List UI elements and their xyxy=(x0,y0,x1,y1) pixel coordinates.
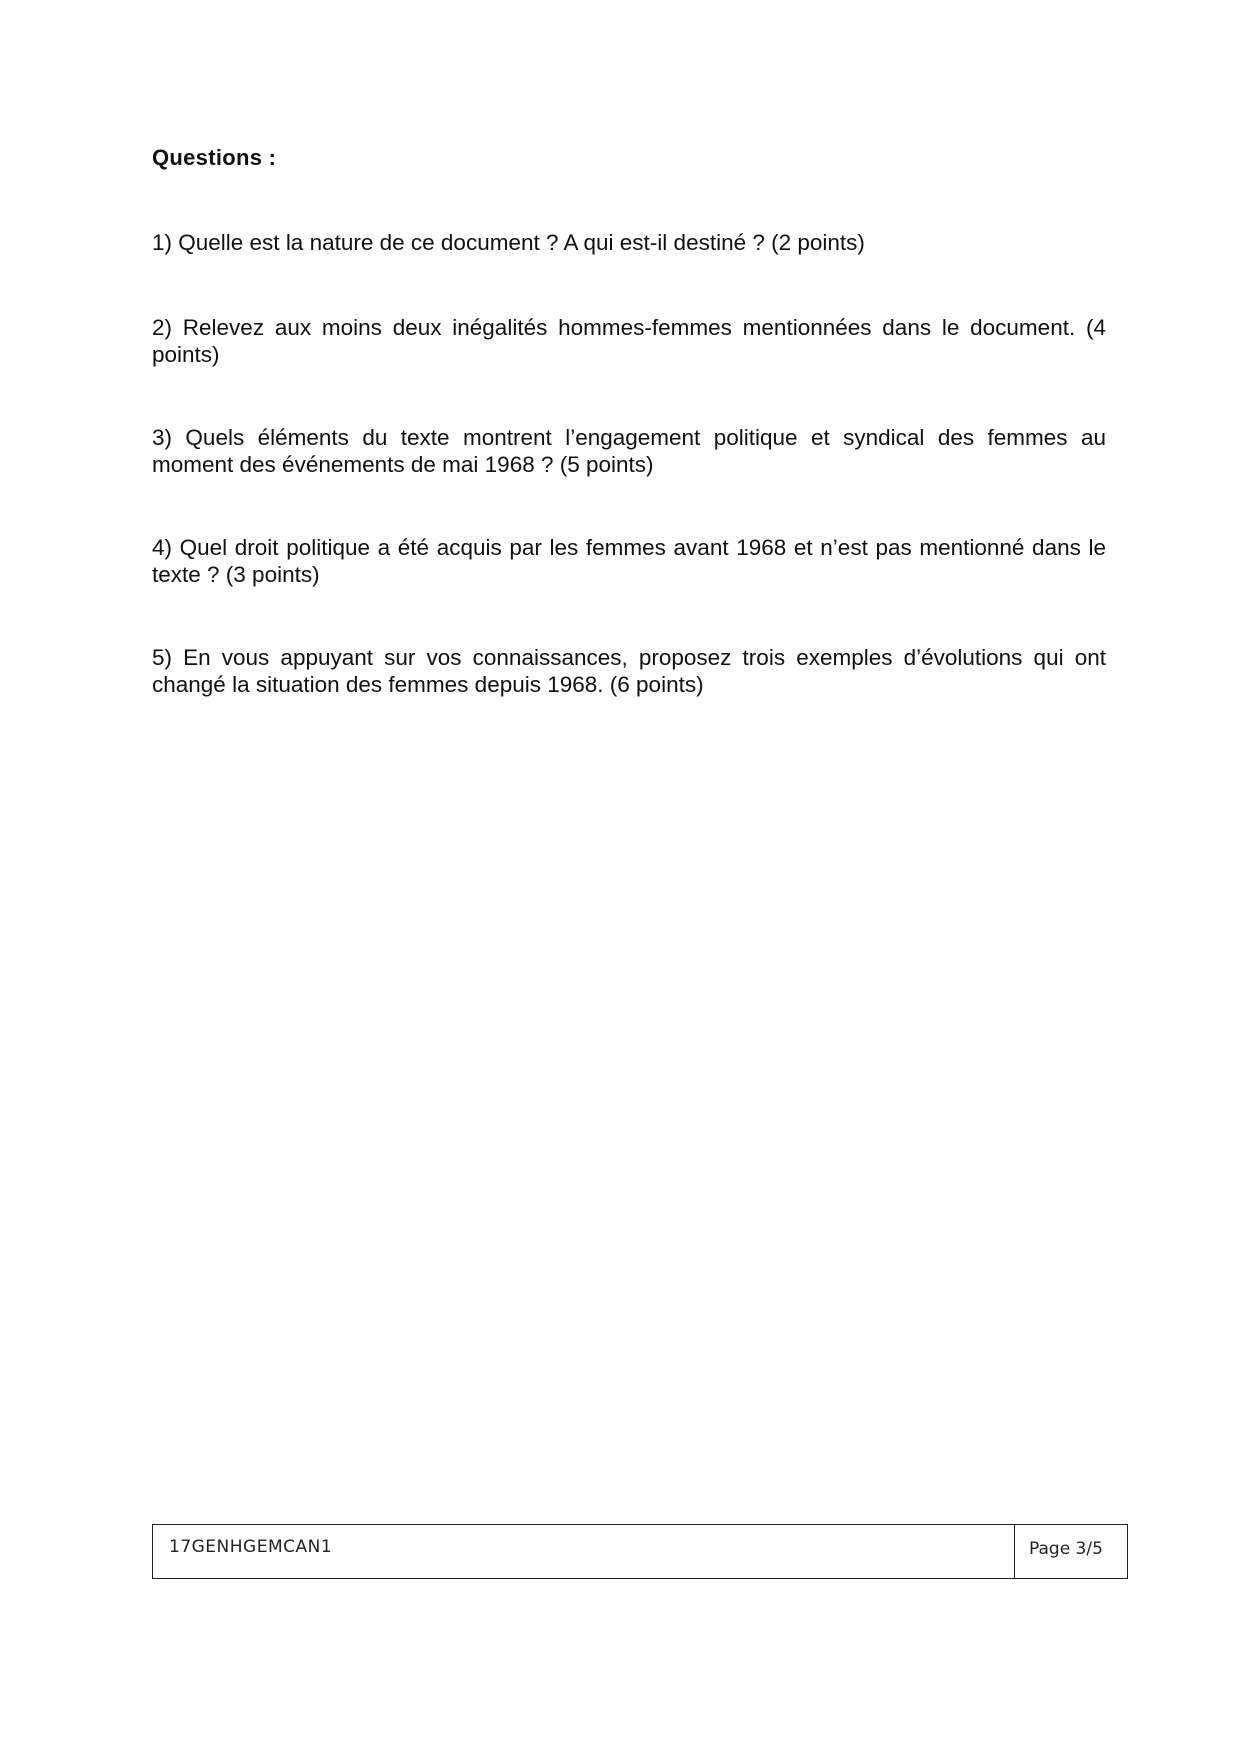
question-3: 3) Quels éléments du texte montrent l’engagement politique et syndical des femmes au moment des événements de mai 1968 ? (5 points) xyxy=(152,425,1106,477)
question-5: 5) En vous appuyant sur vos connaissances, proposez trois exemples d’évolutions qui ont changé la situation des femmes depuis 1968. (6 points) xyxy=(152,645,1106,697)
question-2: 2) Relevez aux moins deux inégalités hommes-femmes mentionnées dans le document. (4 points) xyxy=(152,315,1106,367)
page-footer xyxy=(152,1524,1128,1579)
question-4: 4) Quel droit politique a été acquis par les femmes avant 1968 et n’est pas mentionné dans le texte ? (3 points) xyxy=(152,535,1106,587)
questions-heading: Questions : xyxy=(152,145,277,170)
page-number: Page 3/5 xyxy=(1029,1539,1103,1559)
question-1: 1) Quelle est la nature de ce document ? A qui est-il destiné ? (2 points) xyxy=(152,230,865,255)
document-code: 17GENHGEMCAN1 xyxy=(153,1525,1015,1578)
